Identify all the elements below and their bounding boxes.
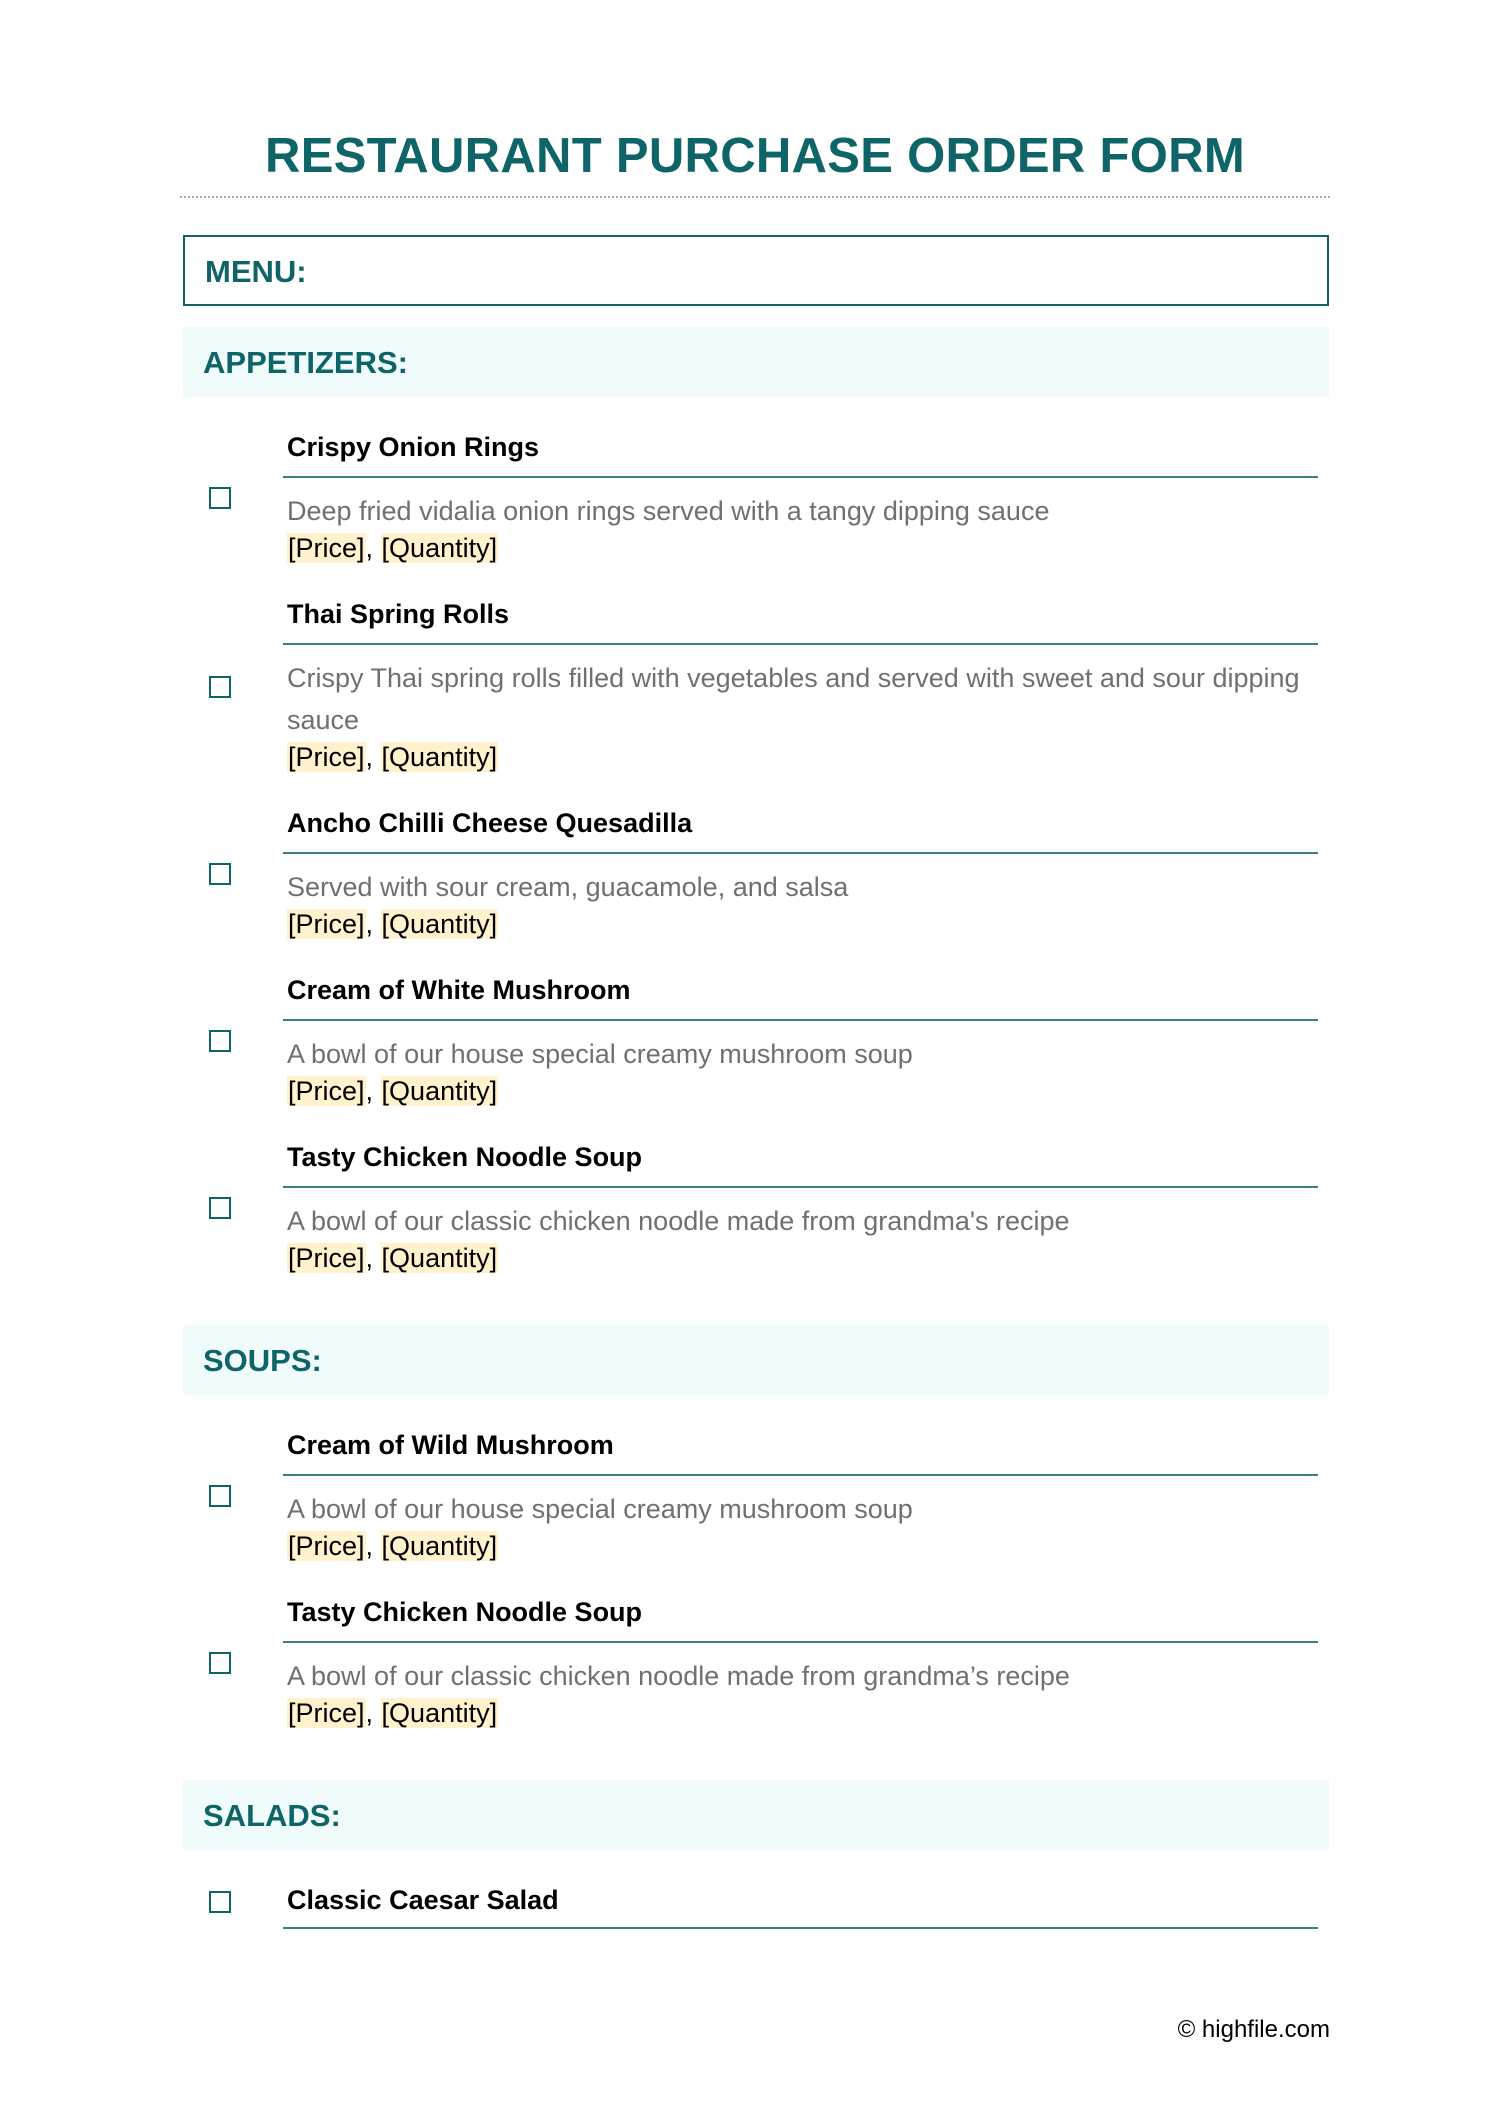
price-quantity-separator: ,	[365, 909, 381, 939]
item-checkbox[interactable]	[209, 487, 231, 509]
section-header-soups	[183, 1325, 1329, 1395]
section-label: APPETIZERS:	[203, 345, 408, 380]
item-price-quantity	[287, 904, 498, 944]
price-quantity-separator: ,	[365, 1243, 381, 1273]
price-quantity-separator: ,	[365, 533, 381, 563]
item-description: A bowl of our house special creamy mushroom soup	[287, 1039, 913, 1069]
item-description: Crispy Thai spring rolls filled with vegetables and served with sweet and sour dipping sauce	[287, 663, 1300, 735]
price-placeholder[interactable]: [Price]	[288, 1698, 365, 1728]
footer-copyright: © highfile.com	[1177, 2016, 1330, 2043]
item-description: Deep fried vidalia onion rings served with a tangy dipping sauce	[287, 496, 1050, 526]
item-price-quantity	[287, 1526, 498, 1566]
item-name: Classic Caesar Salad	[287, 1885, 559, 1915]
item-name: Cream of Wild Mushroom	[287, 1430, 614, 1460]
quantity-placeholder[interactable]: [Quantity]	[381, 909, 498, 939]
price-placeholder[interactable]: [Price]	[288, 1531, 365, 1561]
item-checkbox[interactable]	[209, 1197, 231, 1219]
item-checkbox[interactable]	[209, 1030, 231, 1052]
item-divider	[283, 1927, 1318, 1929]
item-price-quantity	[287, 1071, 498, 1111]
item-price-quantity	[287, 1238, 498, 1278]
item-price-quantity	[287, 528, 498, 568]
item-checkbox[interactable]	[209, 863, 231, 885]
item-name: Tasty Chicken Noodle Soup	[287, 1142, 643, 1172]
price-quantity-separator: ,	[365, 1531, 381, 1561]
title-divider	[180, 196, 1330, 198]
menu-label: MENU:	[205, 254, 307, 289]
menu-field[interactable]	[183, 235, 1329, 306]
item-divider	[283, 643, 1318, 645]
item-checkbox[interactable]	[209, 676, 231, 698]
item-name: Cream of White Mushroom	[287, 975, 631, 1005]
item-description: Served with sour cream, guacamole, and salsa	[287, 872, 849, 902]
item-divider	[283, 852, 1318, 854]
item-checkbox[interactable]	[209, 1891, 231, 1913]
quantity-placeholder[interactable]: [Quantity]	[381, 1076, 498, 1106]
item-description: A bowl of our classic chicken noodle made from grandma's recipe	[287, 1206, 1070, 1236]
item-price-quantity	[287, 737, 498, 777]
item-divider	[283, 476, 1318, 478]
item-checkbox[interactable]	[209, 1485, 231, 1507]
price-placeholder[interactable]: [Price]	[288, 533, 365, 563]
section-label: SALADS:	[203, 1798, 341, 1833]
item-checkbox[interactable]	[209, 1652, 231, 1674]
price-quantity-separator: ,	[365, 1076, 381, 1106]
item-price-quantity	[287, 1693, 498, 1733]
item-divider	[283, 1186, 1318, 1188]
item-description: A bowl of our house special creamy mushroom soup	[287, 1494, 913, 1524]
item-name: Ancho Chilli Cheese Quesadilla	[287, 808, 693, 838]
page-title: RESTAURANT PURCHASE ORDER FORM	[265, 129, 1245, 183]
quantity-placeholder[interactable]: [Quantity]	[381, 1698, 498, 1728]
quantity-placeholder[interactable]: [Quantity]	[381, 1243, 498, 1273]
price-placeholder[interactable]: [Price]	[288, 1076, 365, 1106]
item-name: Tasty Chicken Noodle Soup	[287, 1597, 643, 1627]
item-description: A bowl of our classic chicken noodle made from grandma’s recipe	[287, 1661, 1070, 1691]
quantity-placeholder[interactable]: [Quantity]	[381, 533, 498, 563]
price-placeholder[interactable]: [Price]	[288, 1243, 365, 1273]
item-divider	[283, 1641, 1318, 1643]
item-name: Thai Spring Rolls	[287, 599, 510, 629]
item-divider	[283, 1474, 1318, 1476]
item-divider	[283, 1019, 1318, 1021]
quantity-placeholder[interactable]: [Quantity]	[381, 1531, 498, 1561]
price-quantity-separator: ,	[365, 1698, 381, 1728]
price-placeholder[interactable]: [Price]	[288, 909, 365, 939]
price-quantity-separator: ,	[365, 742, 381, 772]
section-header-salads	[183, 1780, 1329, 1850]
section-header-appetizers	[183, 327, 1329, 397]
section-label: SOUPS:	[203, 1343, 322, 1378]
item-name: Crispy Onion Rings	[287, 432, 540, 462]
price-placeholder[interactable]: [Price]	[288, 742, 365, 772]
quantity-placeholder[interactable]: [Quantity]	[381, 742, 498, 772]
